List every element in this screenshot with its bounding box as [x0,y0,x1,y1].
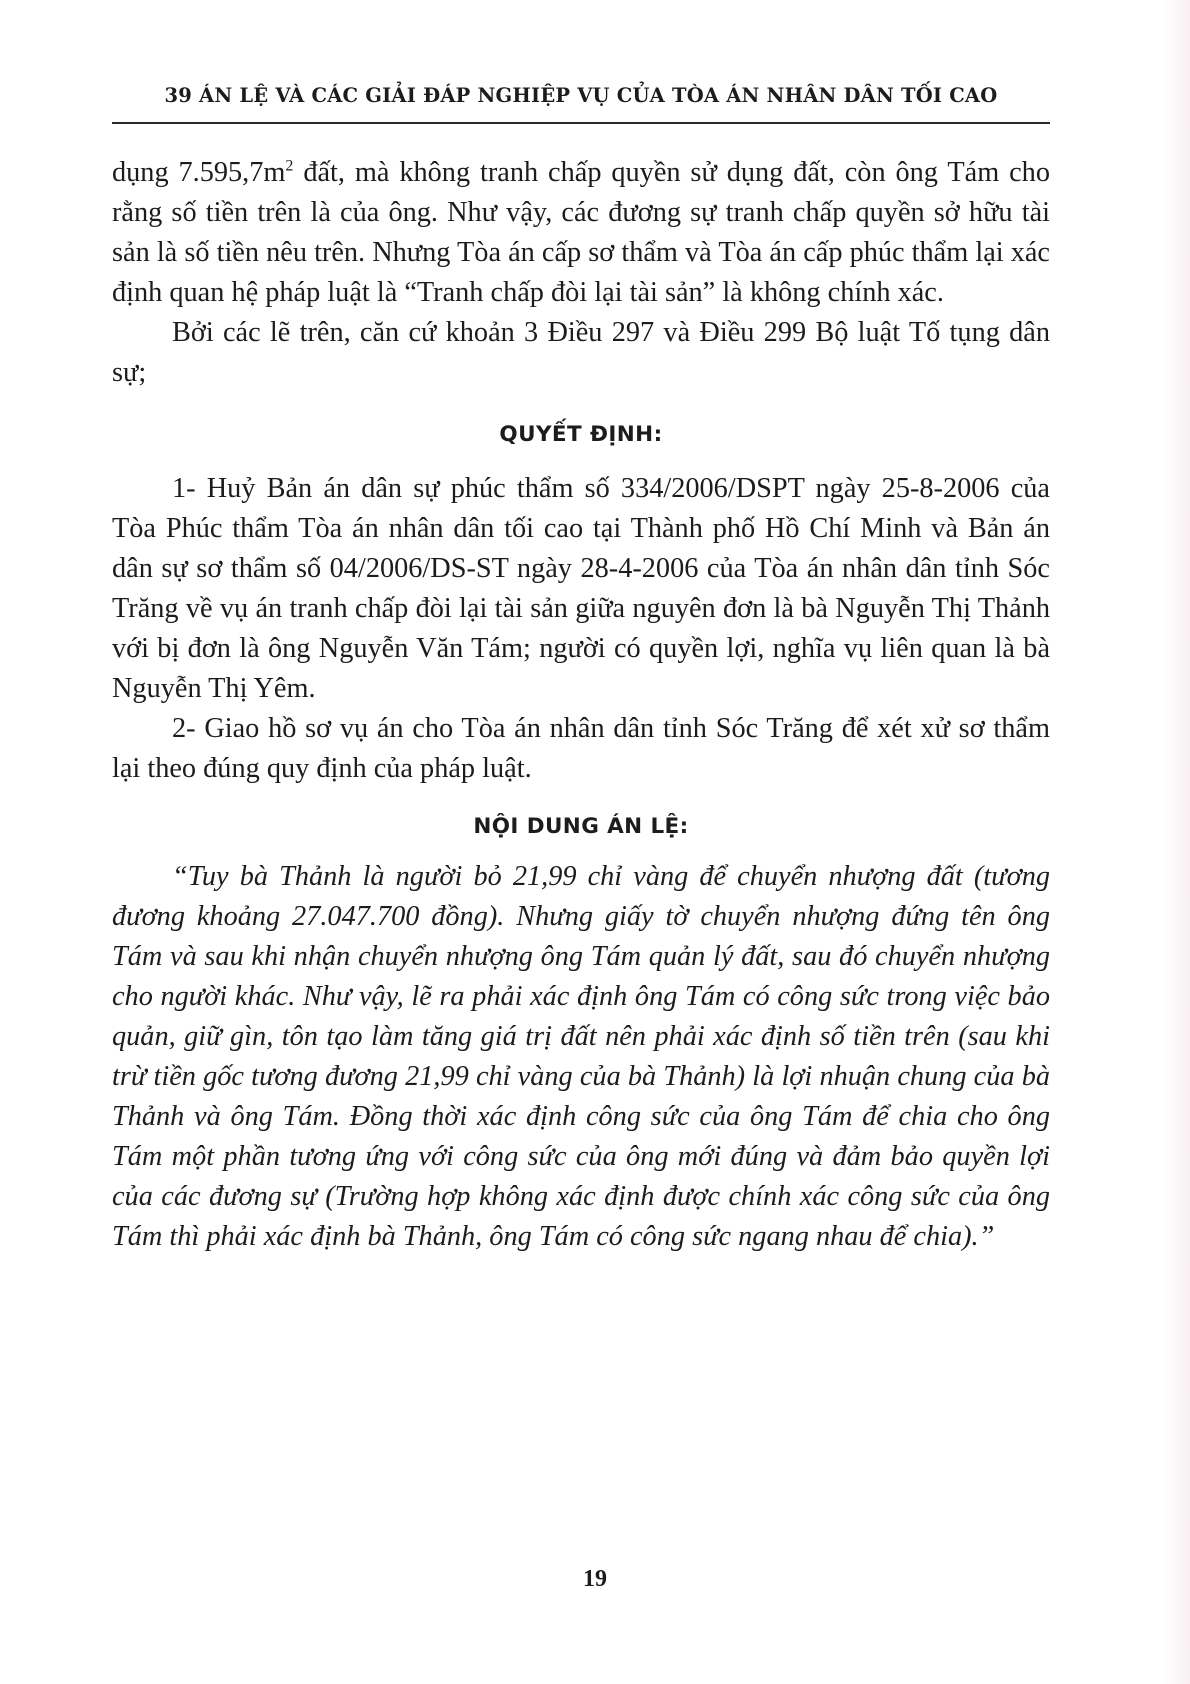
running-header: 39 ÁN LỆ VÀ CÁC GIẢI ĐÁP NGHIỆP VỤ CỦA TÒA ÁN NHÂN DÂN TỐI CAO [164,84,998,107]
superscript: 2 [285,157,294,175]
paragraph [112,153,1050,313]
page-number: 19 [583,1566,607,1592]
paragraph-text: đất, mà không tranh chấp quyền sử dụng đất, còn ông Tám cho rằng số tiền trên là của ông. Như vậy, các đương sự tranh chấp quyền sở hữu tài sản là số tiền nêu trên. Nhưng Tòa án cấp sơ thẩm và Tòa án cấp phúc thẩm lại xác định quan hệ pháp luật là “Tranh chấp đòi lại tài sản” là không chính xác. [112,157,1050,308]
paragraph-text: dụng 7.595,7m [112,157,286,188]
paragraph: Bởi các lẽ trên, căn cứ khoản 3 Điều 297 và Điều 299 Bộ luật Tố tụng dân sự; [112,317,1050,388]
header-rule [112,122,1050,124]
body-text [112,153,1050,1257]
page-edge [1164,0,1190,1684]
section-heading-decision: QUYẾT ĐỊNH: [499,422,663,447]
decision-item-1: 1- Huỷ Bản án dân sự phúc thẩm số 334/2006/DSPT ngày 25-8-2006 của Tòa Phúc thẩm Tòa án nhân dân tối cao tại Thành phố Hồ Chí Minh và Bản án dân sự sơ thẩm số 04/2006/DS-ST ngày 28-4-2006 của Tòa án nhân dân tỉnh Sóc Trăng về vụ án tranh chấp đòi lại tài sản giữa nguyên đơn là bà Nguyễn Thị Thảnh với bị đơn là ông Nguyễn Văn Tám; người có quyền lợi, nghĩa vụ liên quan là bà Nguyễn Thị Yêm. [112,473,1050,704]
precedent-quote: “Tuy bà Thảnh là người bỏ 21,99 chỉ vàng để chuyển nhượng đất (tương đương khoảng 27.047.700 đồng). Nhưng giấy tờ chuyển nhượng đứng tên ông Tám và sau khi nhận chuyển nhượng ông Tám quản lý đất, sau đó chuyển nhượng cho người khác. Như vậy, lẽ ra phải xác định ông Tám có công sức trong việc bảo quản, giữ gìn, tôn tạo làm tăng giá trị đất nên phải xác định số tiền trên (sau khi trừ tiền gốc tương đương 21,99 chỉ vàng của bà Thảnh) là lợi nhuận chung của bà Thảnh và ông Tám. Đồng thời xác định công sức của ông Tám để chia cho ông Tám một phần tương ứng với công sức của ông mới đúng và đảm bảo quyền lợi của các đương sự (Trường hợp không xác định được chính xác công sức của ông Tám thì phải xác định bà Thảnh, ông Tám có công sức ngang nhau để chia).” [112,861,1050,1252]
section-heading-precedent: NỘI DUNG ÁN LỆ: [473,814,689,839]
decision-item-2: 2- Giao hồ sơ vụ án cho Tòa án nhân dân tỉnh Sóc Trăng để xét xử sơ thẩm lại theo đúng quy định của pháp luật. [112,713,1050,784]
